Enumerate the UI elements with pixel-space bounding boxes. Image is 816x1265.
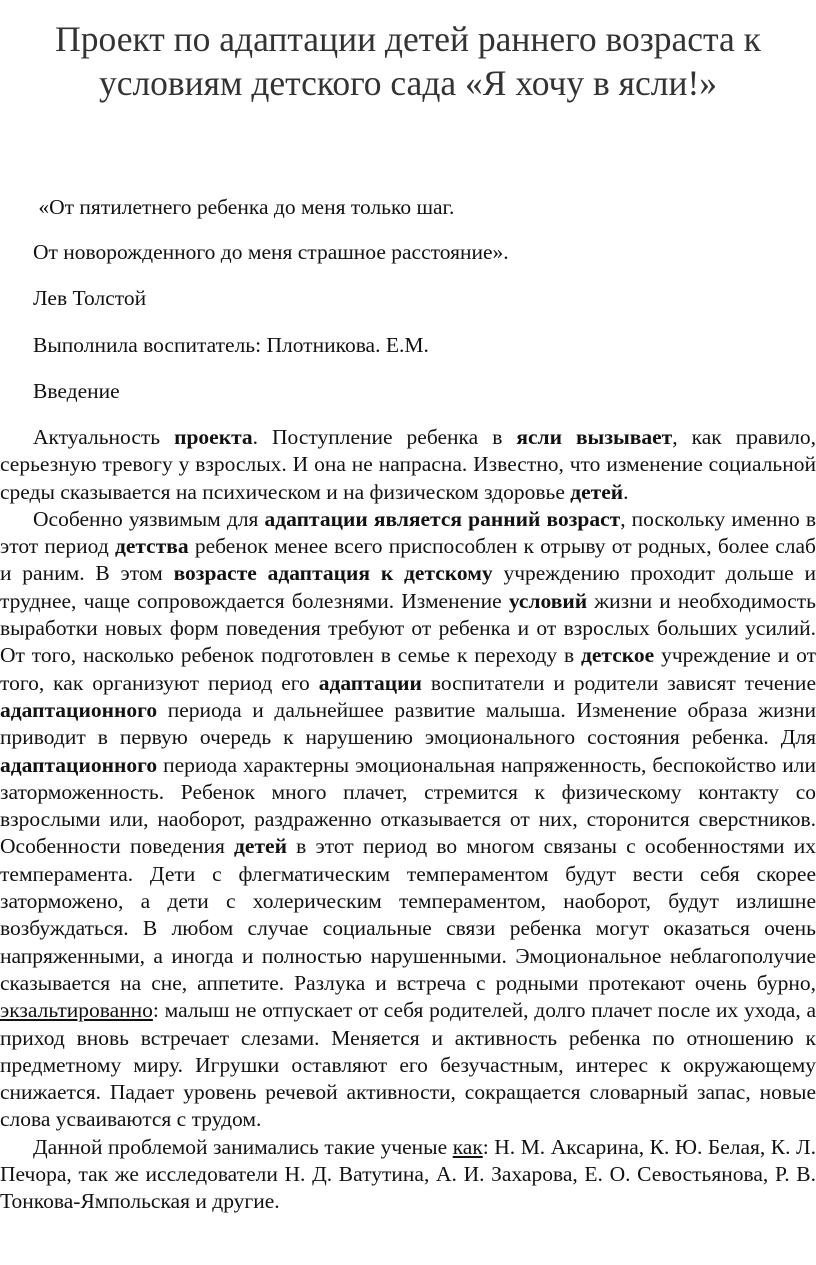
- paragraph-vulnerability: Особенно уязвимым для адаптации является ранний возраст, поскольку именно в этот период детства ребенок менее всего приспособлен к отрыву от родных, более слаб и раним. В этом возрасте адаптация к детскому учреждению проходит дольше и труднее, чаще сопровождается болезнями. Изменение условий жизни и необходимость выработки новых форм поведения требуют от ребенка и от взрослых больших усилий. От того, насколько ребенок подготовлен в семье к переходу в детское учреждение и от того, как организуют период его адаптации воспитатели и родители зависят течение адаптационного периода и дальнейшее развитие малыша. Изменение образа жизни приводит в первую очередь к нарушению эмоционального состояния ребенка. Для адаптационного периода характерны эмоциональная напряженность, беспокойство или заторможенность. Ребенок много плачет, стремится к физическому контакту со взрослыми или, наоборот, раздраженно отказывается от них, сторонится сверстников. Особенности поведения детей в этот период во многом связаны с особенностями их темперамента. Дети с флегматическим темпераментом будут вести себя скорее заторможено, а дети с холерическим темпераментом, наоборот, будут излишне возбуждаться. В любом случае социальные связи ребенка могут оказаться очень напряженными, а иногда и полностью нарушенными. Эмоциональное неблагополучие сказывается на сне, аппетите. Разлука и встреча с родными протекают очень бурно, экзальтированно: малыш не отпускает от себя родителей, долго плачет после их ухода, а приход вновь встречает слезами. Меняется и активность ребенка по отношению к предметному миру. Игрушки оставляют его безучастным, интерес к окружающему снижается. Падает уровень речевой активности, сокращается словарный запас, новые слова усваиваются с трудом.: [0, 506, 816, 1132]
- epigraph-line-2: От новорожденного до меня страшное расстояние».: [33, 240, 509, 264]
- paragraph-relevance: Актуальность проекта. Поступление ребенка в ясли вызывает, как правило, серьезную тревогу у взрослых. И она не напрасна. Известно, что изменение социальной среды сказывается на психическом и на физическом здоровье детей.: [0, 425, 816, 504]
- link-exaltirovanno[interactable]: экзальтированно: [0, 998, 153, 1023]
- body-text: [0, 424, 816, 1216]
- paragraph-researchers: Данной проблемой занимались такие ученые как: Н. М. Аксарина, К. Ю. Белая, К. Л. Печора, так же исследователи Н. Д. Ватутина, А. И. Захарова, Е. О. Севостьянова, Р. В. Тонкова-Ямпольская и другие.: [0, 1134, 816, 1214]
- epigraph-author: Лев Толстой: [33, 286, 147, 310]
- link-kak[interactable]: как: [452, 1134, 483, 1159]
- title-line-2: условиям детского сада «Я хочу в ясли!»: [98, 63, 718, 103]
- epigraph-line-1: «От пятилетнего ребенка до меня только шаг.: [33, 195, 455, 219]
- title-line-1: Проект по адаптации детей раннего возраста к: [55, 19, 761, 59]
- author-line: Выполнила воспитатель: Плотникова. Е.М.: [33, 333, 429, 357]
- document-title: [0, 17, 816, 105]
- section-heading: Введение: [33, 379, 120, 403]
